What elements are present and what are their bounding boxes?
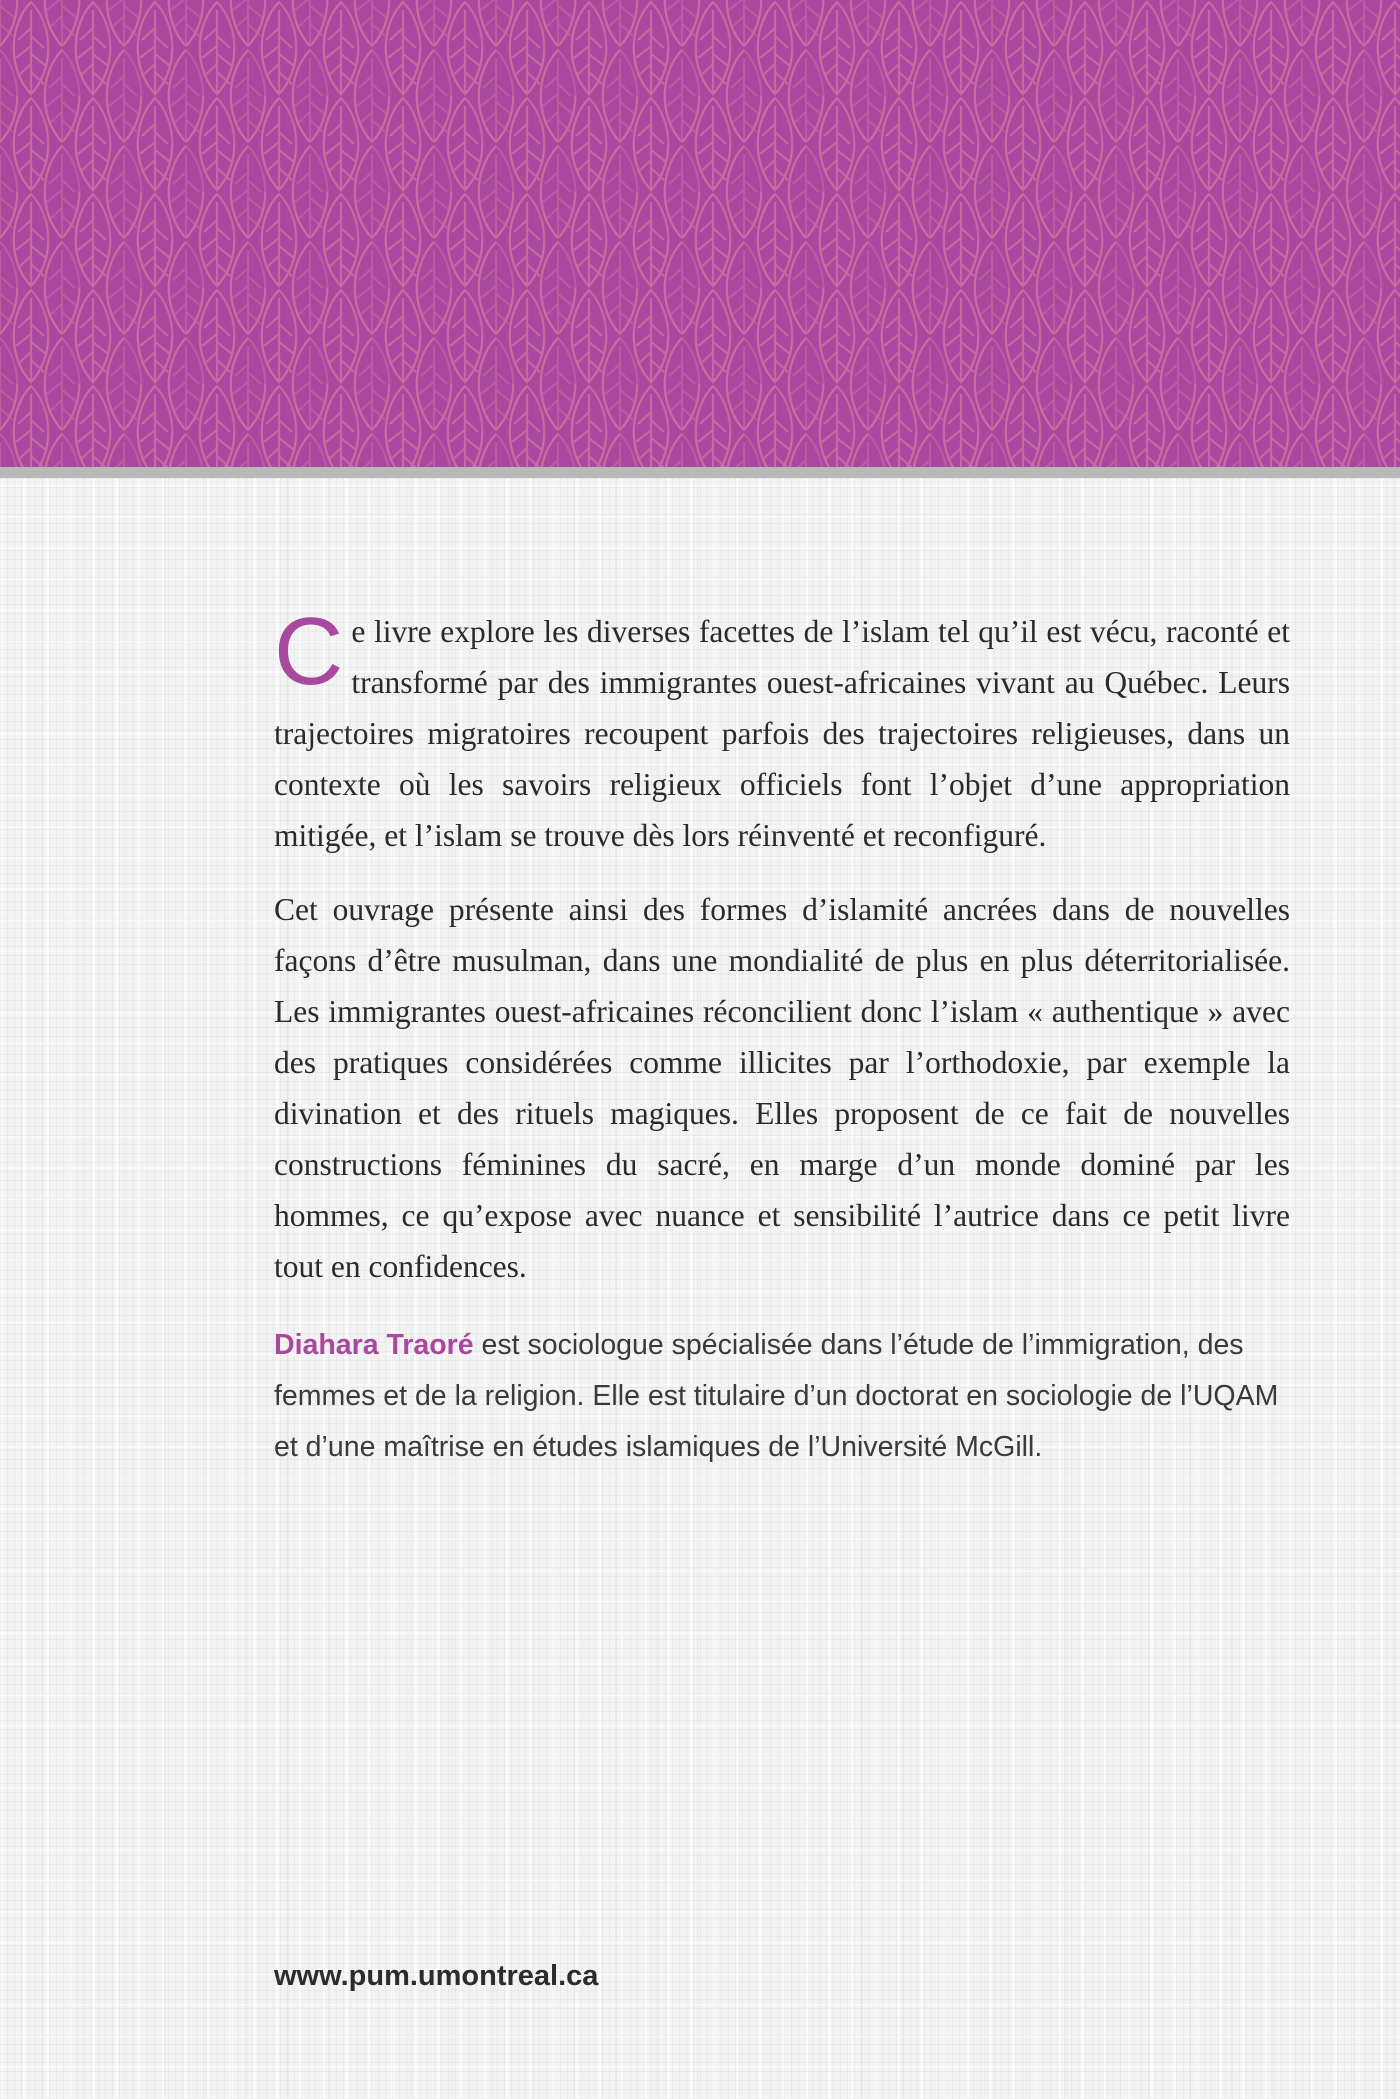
publisher-website: www.pum.umontreal.ca	[274, 1960, 599, 1992]
author-bio	[274, 1320, 1290, 1473]
author-bio-text: est sociologue spécialisée dans l’étude de l’immigration, des femmes et de la religion. Elle est titulaire d’un doctorat en sociologie de l’UQAM et d’une maîtrise en études islamiques de l’Université McGill.	[274, 1329, 1279, 1463]
description-paragraph-1-text: e livre explore les diverses facettes de l’islam tel qu’il est vécu, raconté et transformé par des immigrantes ouest-africaines vivant au Québec. Leurs trajectoires migratoires recoupent parfois des trajectoires religieuses, dans un contexte où les savoirs religieux officiels font l’objet d’une appropriation mitigée, et l’islam se trouve dès lors réinventé et reconfiguré.	[274, 614, 1290, 853]
description-paragraph-2: Cet ouvrage présente ainsi des formes d’islamité ancrées dans de nouvelles façons d’être musulman, dans une mondialité de plus en plus déterritorialisée. Les immigrantes ouest-africaines réconcilient donc l’islam « authentique » avec des pratiques considérées comme illicites par l’orthodoxie, par exemple la divination et des rituels magiques. Elles proposent de ce fait de nouvelles constructions féminines du sacré, en marge d’un monde dominé par les hommes, ce qu’expose avec nuance et sensibilité l’autrice dans ce petit livre tout en confidences.	[274, 892, 1290, 1284]
leaf-pattern-band	[0, 0, 1400, 467]
back-cover-text	[274, 598, 1290, 1502]
description-paragraph-1	[274, 598, 1290, 861]
divider-rule	[0, 467, 1400, 478]
dropcap-letter: C	[274, 598, 344, 705]
author-name: Diahara Traoré	[274, 1329, 474, 1361]
leaf-pattern-graphic	[0, 0, 1400, 467]
